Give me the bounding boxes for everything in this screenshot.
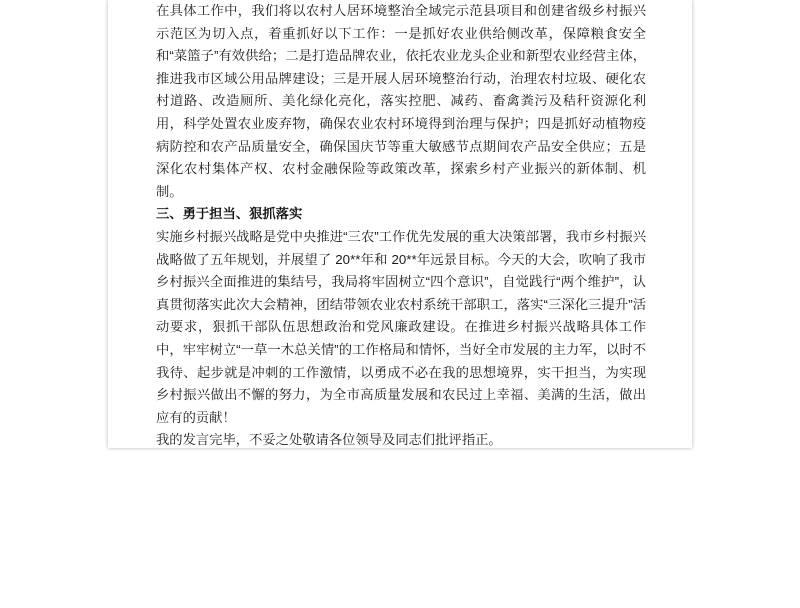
page-content [156,0,646,452]
document-page [108,0,692,448]
section-heading-3: 三、勇于担当、狠抓落实 [156,206,303,222]
paragraph-body-1: 在具体工作中，我们将以农村人居环境整治全域完示范县项目和创建省级乡村振兴示范区为切入点，着重抓好以下工作：一是抓好农业供给侧改革，保障粮食安全和“菜篮子”有效供给；二是打造品牌农业，依托农业龙头企业和新型农业经营主体，推进我市区域公用品牌建设；三是开展人居环境整治行动，治理农村垃圾、硬化农村道路、改造厕所、美化绿化亮化，落实控肥、减药、畜禽粪污及秸秆资源化利用，科学处置农业废弃物，确保农业农村环境得到治理与保护；四是抓好动植物疫病防控和农产品质量安全，确保国庆节等重大敏感节点期间农产品安全供应；五是深化农村集体产权、农村金融保险等政策改革，探索乡村产业振兴的新体制、机制。 [156,3,646,199]
paragraph-body-2: 实施乡村振兴战略是党中央推进“三农”工作优先发展的重大决策部署，我市乡村振兴战略做了五年规划，并展望了 20**年和 20**年远景目标。今天的大会，吹响了我市乡村振兴全面推进的集结号，我局将牢固树立“四个意识”，自觉践行“两个维护”，认真贯彻落实此次大会精神，团结带领农业农村系统干部职工，落实“三深化三提升”活动要求，狠抓干部队伍思想政治和党风廉政建设。在推进乡村振兴战略具体工作中，牢牢树立“一草一木总关情”的工作格局和情怀，当好全市发展的主力军，以时不我待、起步就是冲刺的工作激情，以勇成不必在我的思想境界，实干担当，为实现乡村振兴做出不懈的努力，为全市高质量发展和农民过上幸福、美满的生活，做出应有的贡献！ [156,228,646,425]
paragraph-closing: 我的发言完毕，不妥之处敬请各位领导及同志们批评指正。 [156,432,502,448]
